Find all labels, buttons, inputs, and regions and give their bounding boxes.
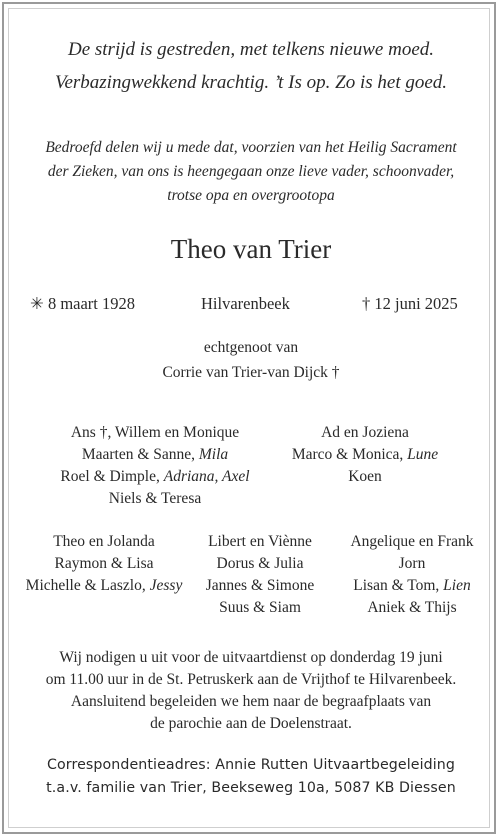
family-line: Suus & Siam <box>219 599 301 616</box>
service-line-3: Aansluitend begeleiden we hem naar de begraafplaats van <box>70 693 432 710</box>
family-line: Michelle & Laszlo, Jessy <box>25 577 183 594</box>
family-line: Jorn <box>398 555 426 572</box>
family-line: Roel & Dimple, Adriana, Axel <box>60 468 250 485</box>
service-line-1: Wij nodigen u uit voor de uitvaartdienst op donderdag 19 juni <box>59 649 443 666</box>
family-line: Raymon & Lisa <box>54 555 154 572</box>
family-line: Theo en Jolanda <box>53 533 155 550</box>
family-line: Koen <box>348 468 382 485</box>
spouse-label: echtgenoot van <box>203 339 299 356</box>
family-line: Ad en Joziena <box>321 424 409 441</box>
motto-line-1: De strijd is gestreden, met telkens nieuwe moed. <box>67 39 435 60</box>
family-line: Angelique en Frank <box>350 533 474 550</box>
family-line: Dorus & Julia <box>216 555 304 572</box>
correspondence-line-2: t.a.v. familie van Trier, Beekseweg 10a, 5087 KB Diessen <box>46 780 456 796</box>
family-block-angelique <box>334 531 490 619</box>
service-line-4: de parochie aan de Doelenstraat. <box>150 715 352 732</box>
death-date: † 12 juni 2025 <box>362 294 458 313</box>
family-block-ans <box>50 422 260 510</box>
spouse-name: Corrie van Trier-van Dijck † <box>162 364 340 381</box>
motto-line-2: Verbazingwekkend krachtig. ’t Is op. Zo is het goed. <box>54 72 448 93</box>
family-line: Marco & Monica, Lune <box>291 446 439 463</box>
family-block-libert <box>190 531 330 619</box>
family-block-ad <box>270 422 460 488</box>
family-line: Libert en Viènne <box>208 533 312 550</box>
family-line: Jannes & Simone <box>205 577 315 594</box>
place-name: Hilvarenbeek <box>201 294 290 313</box>
family-line: Niels & Teresa <box>108 490 202 507</box>
family-line: Maarten & Sanne, Mila <box>81 446 229 463</box>
family-line: Aniek & Thijs <box>367 599 457 616</box>
deceased-name: Theo van Trier <box>170 234 332 264</box>
birth-date: ✳ 8 maart 1928 <box>30 294 136 313</box>
family-block-theo <box>14 531 194 597</box>
intro-line-3: trotse opa en overgrootopa <box>167 187 335 204</box>
intro-line-1: Bedroefd delen wij u mede dat, voorzien van het Heilig Sacrament <box>45 139 457 156</box>
correspondence-line-1: Correspondentieadres: Annie Rutten Uitvaartbegeleiding <box>46 757 455 773</box>
family-line: Ans †, Willem en Monique <box>70 424 240 441</box>
service-line-2: om 11.00 uur in de St. Petruskerk aan de Vrijthof te Hilvarenbeek. <box>45 671 457 688</box>
family-line: Lisan & Tom, Lien <box>353 577 471 594</box>
intro-line-2: der Zieken, van ons is heengegaan onze lieve vader, schoonvader, <box>47 163 455 180</box>
